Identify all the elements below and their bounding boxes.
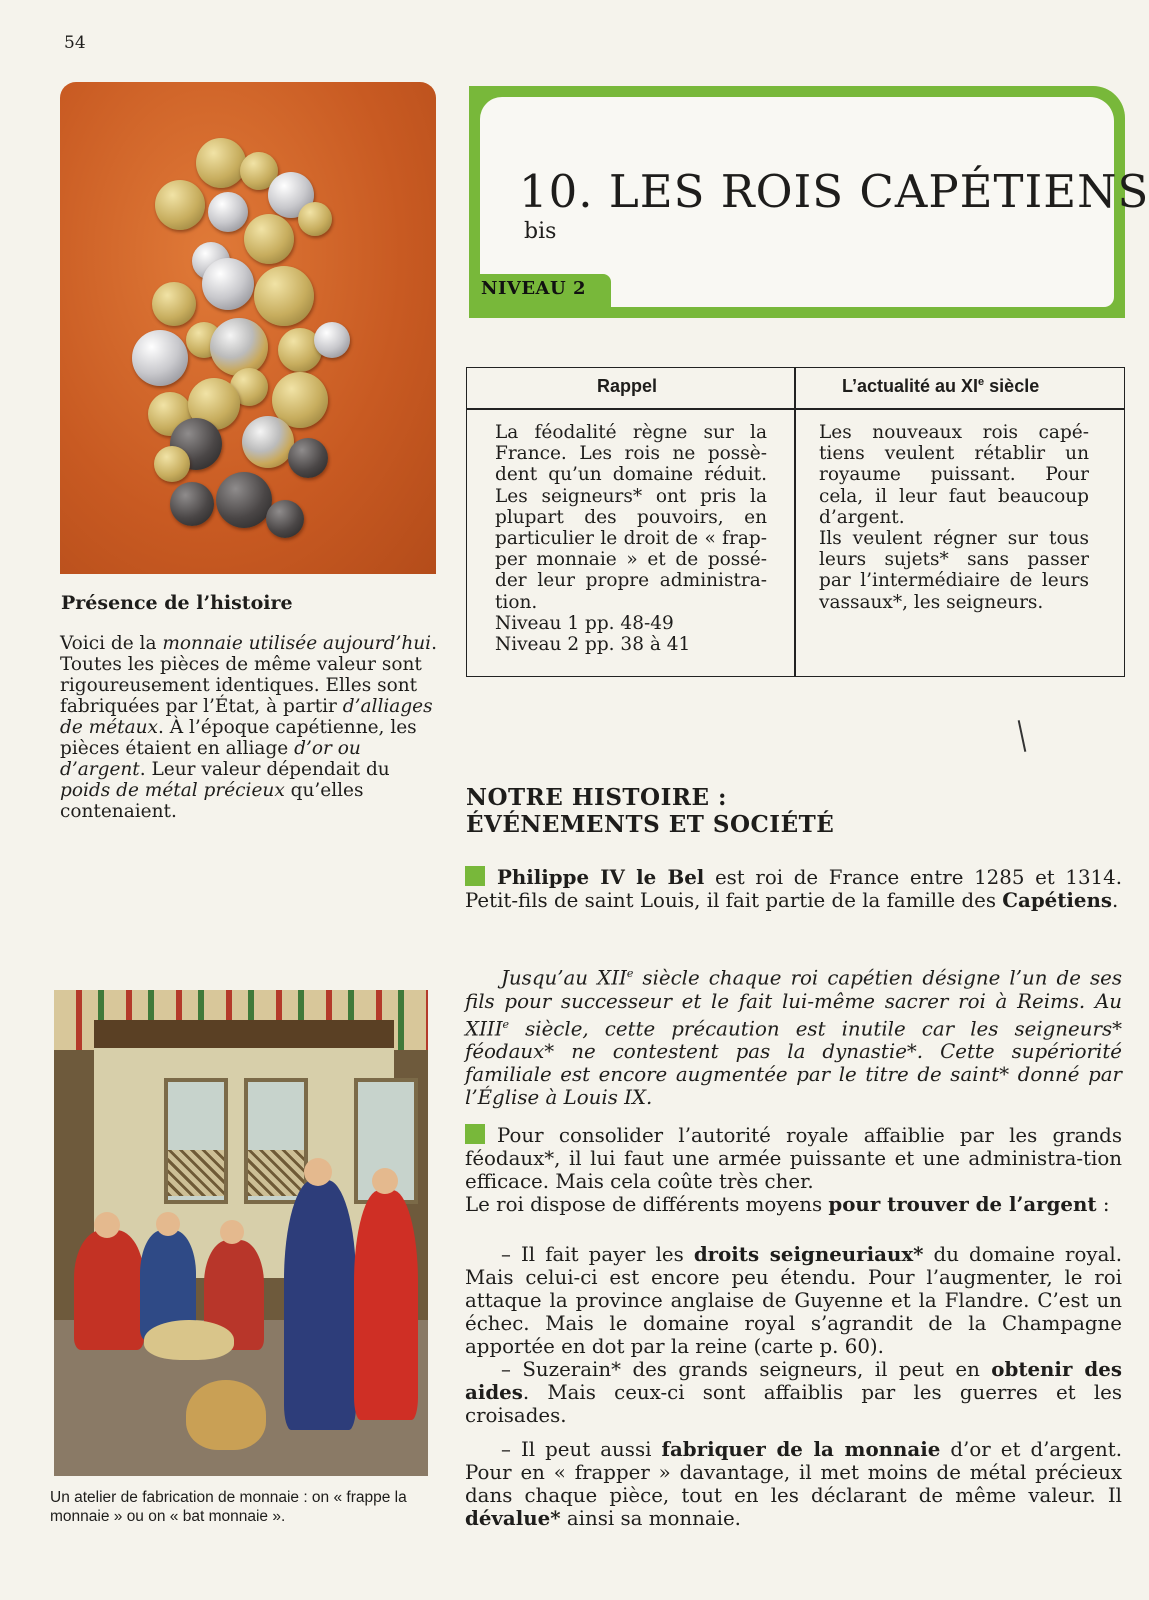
paragraph-money: – Il peut aussi fabriquer de la monnaie d’or et d’argent. Pour en « frapper » davantage, il met moins de métal précieux dans chaque pièce, tout en les déclarant de même valeur. Il dévalue* ainsi sa monnaie.	[465, 1437, 1123, 1530]
paragraph-aids: – Suzerain* des grands seigneurs, il peut en obtenir des aides. Mais ceux-ci sont affaiblis par les guerres et les croisades.	[465, 1357, 1122, 1427]
recall-table	[466, 367, 1125, 677]
paragraph-seigneurial-rights: – Il fait payer les droits seigneuriaux* du domaine royal. Mais celui-ci est encore peu étendu. Pour l’augmenter, le roi attaque la province anglaise de Guyenne et la Flandre. C’est un échec. Mais le domaine royal s’agrandit de la Champagne apportée en dot par la reine (carte p. 60).	[465, 1242, 1122, 1358]
section-heading: NOTRE HISTOIRE : ÉVÉNEMENTS ET SOCIÉTÉ	[466, 784, 835, 838]
coins-photo	[60, 82, 436, 574]
chapter-title: 10. LES ROIS CAPÉTIENS	[519, 165, 1149, 218]
level-tab	[469, 274, 611, 307]
history-heading: Présence de l’histoire	[61, 592, 293, 614]
chapter-subtitle: bis	[524, 219, 557, 244]
mint-workshop-painting	[54, 990, 428, 1476]
recall-text: La féodalité règne sur la France. Les rois ne possè-dent qu’un domaine réduit. Les seigneurs* ont pris la plupart des pouvoirs, en particulier le droit de « frap-per monnaie » et de possé-der leur propre administra-tion. Niveau 1 pp. 48-49 Niveau 2 pp. 38 à 41	[495, 422, 767, 656]
actuality-text: Les nouveaux rois capé-tiens veulent rétablir un royaume puissant. Pour cela, il leur faut beaucoup d’argent. Ils veulent régner sur tous leurs sujets* sans passer par l’intermédiaire de leurs vassaux*, les seigneurs.	[819, 422, 1089, 613]
chapter-title-box	[469, 86, 1149, 318]
level-label: NIVEAU 2	[481, 278, 587, 299]
paragraph-authority: Pour consolider l’autorité royale affaiblie par les grands féodaux*, il lui faut une armée puissante et une administra-tion efficace. Mais cela coûte très cher. Le roi dispose de différents moyens pour trouver de l’argent :	[465, 1124, 1122, 1216]
actuality-header: L’actualité au XIe siècle	[842, 376, 1040, 396]
bullet-square-icon	[465, 1124, 485, 1144]
recall-header: Rappel	[597, 376, 658, 396]
paragraph-dynasty: Jusqu’au XIIe siècle chaque roi capétien désigne l’un de ses fils pour successeur et le fait lui-même sacrer roi à Reims. Au XIIIe siècle, cette précaution est inutile car les seigneurs* féodaux* ne contestent pas la dynastie*. Cette supériorité familiale est encore augmentée par le titre de saint* donné par l’Église à Louis IX.	[465, 966, 1122, 1110]
bullet-square-icon	[465, 866, 485, 886]
painting-caption: Un atelier de fabrication de monnaie : on « frappe la monnaie » ou on « bat monnaie ».	[50, 1489, 407, 1525]
paragraph-philippe: Philippe IV le Bel est roi de France entre 1285 et 1314. Petit-fils de saint Louis, il fait partie de la famille des Capétiens.	[465, 865, 1122, 912]
history-paragraph: Voici de la monnaie utilisée aujourd’hui. Toutes les pièces de même valeur sont rigoureusement identiques. Elles sont fabriquées par l’État, à partir d’alliages de métaux. À l’époque capétienne, les pièces étaient en alliage d’or ou d’argent. Leur valeur dépendait du poids de métal précieux qu’elles contenaient.	[60, 633, 437, 822]
pencil-mark	[1018, 720, 1027, 752]
page-number: 54	[64, 33, 86, 53]
